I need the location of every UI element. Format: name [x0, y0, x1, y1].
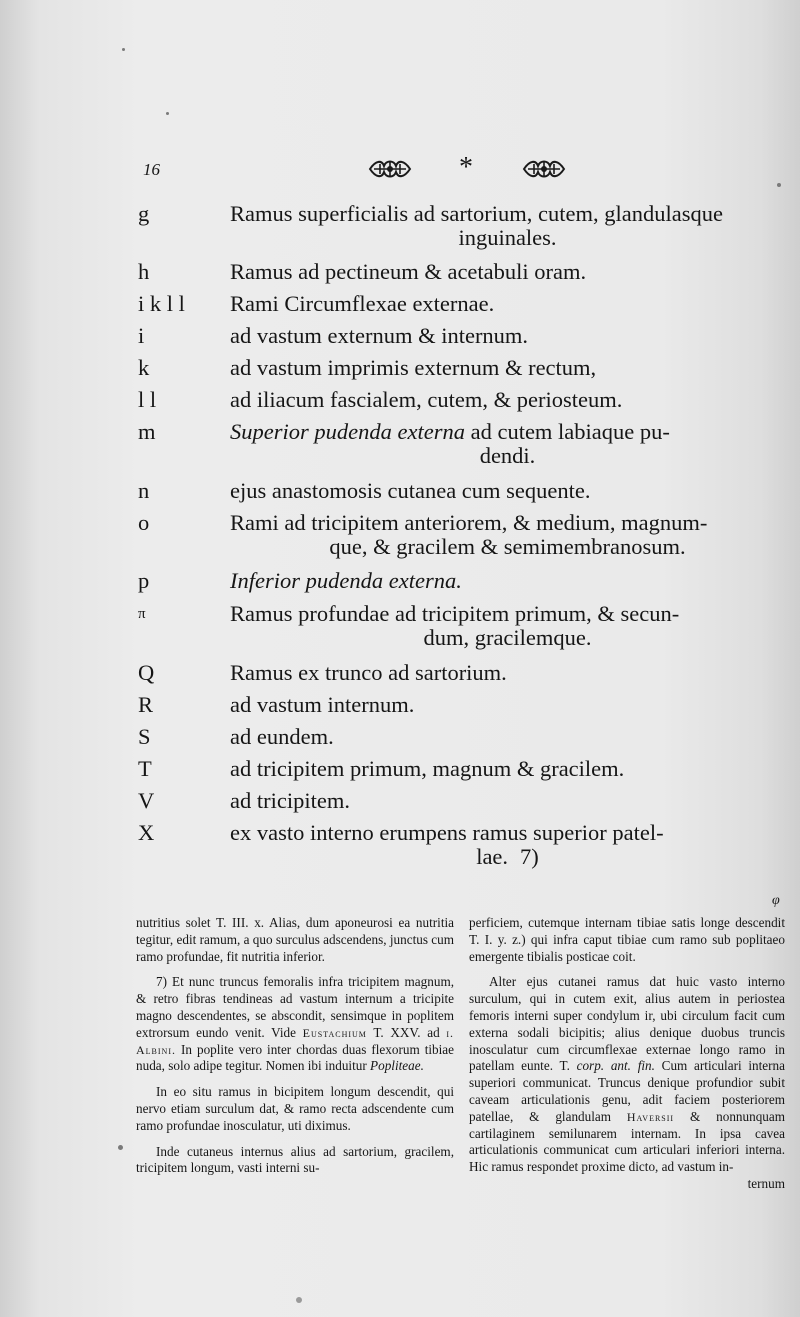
entry-key: g	[138, 201, 150, 226]
entry-key: n	[138, 478, 150, 503]
note-paragraph: Inde cutaneus internus alius ad sartorium, gracilem, tricipitem longum, vasti interni su-	[136, 1143, 454, 1176]
note-paragraph: In eo situ ramus in bicipitem longum descendit, qui nervo etiam surculum dat, & ramo recta adscendente cum ramo profundae inosculatur, uti diximus.	[136, 1084, 454, 1133]
entry-key: o	[138, 510, 150, 535]
entry-key: m	[138, 419, 156, 444]
entry-text: Superior pudenda externa ad cutem labiaque pu- dendi.	[230, 419, 670, 468]
entry-text: ad vastum internum.	[230, 692, 415, 717]
note-paragraph: Alter ejus cutanei ramus dat huic vasto interno surculum, qui in cutem exit, alius autem in periostea femoris interni super condylum ir, ubi circulum facit cum externa sodali bicipitis; alius denique duobus truncis inosculatur cum circumflexae externae longo ramo in patellam eunte. T. corp. ant. fin. Cum articulari interna superiori communicat. Truncus denique profundior subit caveam articulationis genu, adit faciem posteriorem patellae, & glandulam Haversii & nonnunquam cartilaginem semilunarem internam. In ipsa cavea articulationis communicat cum articulari inferiori interna. Hic ramus respondet proxime dicto, ad vastum in- ternum	[469, 974, 785, 1191]
entry-key: R	[138, 692, 154, 717]
entry-key: T	[138, 756, 152, 781]
entry-text: Ramus ex trunco ad sartorium.	[230, 660, 507, 685]
entry-key: i	[138, 323, 145, 348]
page-number: 16	[143, 160, 160, 179]
entry-key: X	[138, 820, 155, 845]
entry-text: ad vastum imprimis externum & rectum,	[230, 355, 597, 380]
entry-text: Ramus ad pectineum & acetabuli oram.	[230, 259, 587, 284]
entry-text: ad vastum externum & internum.	[230, 323, 529, 348]
footnote-reference: 7)	[520, 844, 539, 869]
footnote-column-right	[469, 915, 785, 1202]
entry-key: h	[138, 259, 150, 284]
entry-key: V	[138, 788, 155, 813]
paper-speck	[777, 183, 781, 187]
note-paragraph: perficiem, cutemque internam tibiae satis longe descendit T. I. y. z.) qui infra caput tibiae cum ramo sub poplitaeo emergente tibialis posticae coit.	[469, 915, 785, 964]
entry-text: Ramus superficialis ad sartorium, cutem, glandulasque inguinales.	[230, 201, 724, 250]
entry-key: k	[138, 355, 150, 380]
entry-text: ad tricipitem.	[230, 788, 350, 813]
entry-key: l l	[138, 387, 157, 412]
entry-text: Inferior pudenda externa.	[230, 568, 462, 593]
entry-text: ad tricipitem primum, magnum & gracilem.	[230, 756, 625, 781]
asterisk-ornament: *	[459, 152, 473, 183]
entry-text: Rami Circumflexae externae.	[230, 291, 495, 316]
paper-speck	[296, 1297, 302, 1303]
entry-text: Rami ad tricipitem anteriorem, & medium, magnum- que, & gracilem & semimembranosum.	[230, 510, 708, 559]
entry-key: π	[138, 606, 146, 622]
entry-text: ad eundem.	[230, 724, 334, 749]
note-paragraph: 7) Et nunc truncus femoralis infra tricipitem magnum, & retro fibras tendineas ad vastum internum a tricipite magno descendentes, se abscondit, sensimque in poplitem extrorsum eundo venit. Vide Eustachium T. XXV. ad i. Albini. In poplite vero inter chordas duas flexorum tibiae nuda, solo adipe tegitur. Nomen ibi induitur Popliteae.	[136, 974, 455, 1074]
entry-key: S	[138, 724, 151, 749]
entry-text: Ramus profundae ad tricipitem primum, & secun- dum, gracilemque.	[230, 601, 680, 650]
entry-key: i k l l	[138, 291, 185, 316]
entry-text: ex vasto interno erumpens ramus superior patel- lae. 7)	[230, 820, 664, 869]
note-paragraph: nutritius solet T. III. x. Alias, dum aponeurosi ea nutritia tegitur, edit ramum, a quo surculus adscendens, junctus cum ramo profundae, fit nutritia inferior.	[136, 915, 454, 964]
paper-speck	[166, 112, 169, 115]
fleuron-ornament-icon	[522, 156, 566, 182]
entry-key: p	[138, 568, 150, 593]
fleuron-ornament-icon	[368, 156, 412, 182]
paper-speck	[118, 1145, 123, 1150]
entry-text: ad iliacum fascialem, cutem, & periosteum.	[230, 387, 623, 412]
footnote-column-left	[136, 915, 454, 1186]
margin-mark: φ	[772, 893, 780, 908]
entry-text: ejus anastomosis cutanea cum sequente.	[230, 478, 591, 503]
entry-key: Q	[138, 660, 155, 685]
paper-speck	[122, 48, 125, 51]
